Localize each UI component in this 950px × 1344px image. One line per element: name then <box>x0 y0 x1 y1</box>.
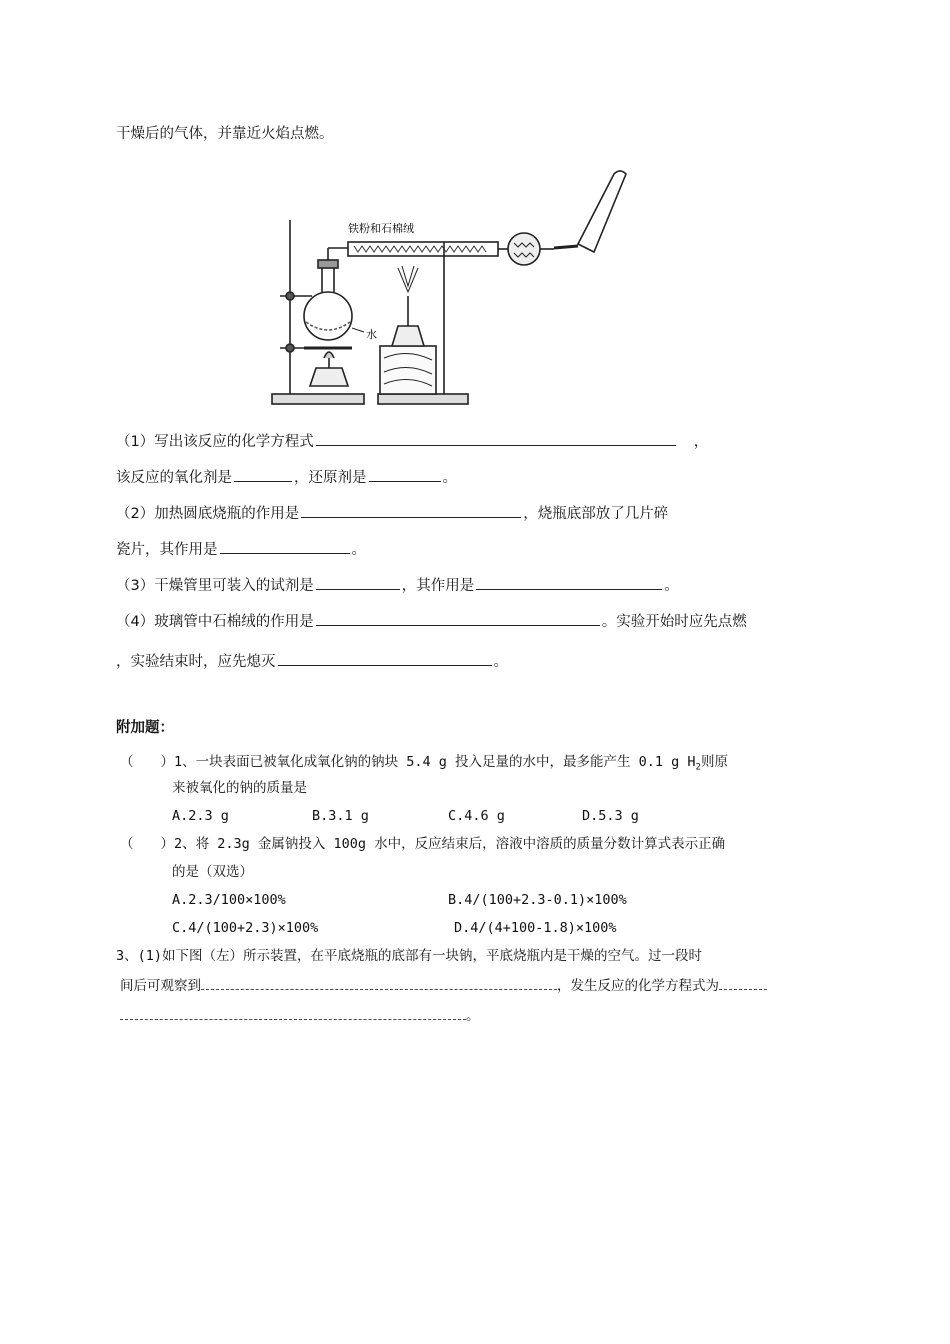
extra-p3-line1: 3、(1)如下图（左）所示装置，在平底烧瓶的底部有一块钠，平底烧瓶内是干燥的空气。过一段时 <box>116 948 703 964</box>
q2-line1: （2）加热圆底烧瓶的作用是 ，烧瓶底部放了几片碎 <box>116 502 668 524</box>
figure-water-label: 水 <box>366 328 377 341</box>
extra-p2-option-c: C.4/(100+2.3)×100% <box>172 920 319 936</box>
q3-reagent-blank[interactable] <box>316 574 400 590</box>
intro-text: 干燥后的气体，并靠近火焰点燃。 <box>116 126 334 142</box>
q2-chips-blank[interactable] <box>220 538 350 554</box>
extra-p3-equation-blank[interactable] <box>120 1004 466 1020</box>
extra-p2-option-a: A.2.3/100×100% <box>172 892 286 908</box>
extra-p2-line1: （ ）2、将 2.3g 金属钠投入 100g 水中，反应结束后，溶液中溶质的质量分数计算式表示正确 <box>120 836 726 852</box>
q1-equation-blank[interactable] <box>316 430 676 446</box>
q1-oxidant-blank[interactable] <box>234 466 292 482</box>
extra-heading: 附加题： <box>116 720 174 736</box>
q1-line2: 该反应的氧化剂是 ，还原剂是 。 <box>116 466 457 488</box>
q1-line1: （1）写出该反应的化学方程式 ， <box>116 430 708 452</box>
extra-p3-observe-blank[interactable] <box>201 974 557 990</box>
q1-reductant-blank[interactable] <box>369 466 441 482</box>
extra-p1-option-b: B.3.1 g <box>312 808 369 824</box>
extra-p2-option-b: B.4/(100+2.3-0.1)×100% <box>448 892 627 908</box>
extra-p3-line2: 间后可观察到 ，发生反应的化学方程式为 <box>120 974 767 996</box>
extra-p1-option-d: D.5.3 g <box>582 808 639 824</box>
extra-p1-line1: （ ）1、一块表面已被氧化成氧化钠的钠块 5.4 g 投入足量的水中，最多能产生 0.1 g $H_2$则原 <box>120 754 728 773</box>
q2-line2: 瓷片，其作用是 。 <box>116 538 366 560</box>
extra-p2-option-d: D.4/(4+100-1.8)×100% <box>454 920 617 936</box>
extra-p1-option-c: C.4.6 g <box>448 808 505 824</box>
extra-p3-line3: 。 <box>120 1004 480 1026</box>
extra-p1-option-a: A.2.3 g <box>172 808 229 824</box>
q4-asbestos-blank[interactable] <box>316 610 600 626</box>
q4-line2: ，实验结束时，应先熄灭 。 <box>116 650 508 672</box>
q4-extinguish-blank[interactable] <box>278 650 492 666</box>
figure-tube-label: 铁粉和石棉绒 <box>348 222 414 235</box>
extra-p1-line2: 来被氧化的钠的质量是 <box>172 780 307 796</box>
q3-line: （3）干燥管里可装入的试剂是 ，其作用是 。 <box>116 574 679 596</box>
q2-heating-blank[interactable] <box>301 502 521 518</box>
extra-p2-line2: 的是（双选） <box>172 864 253 880</box>
q3-purpose-blank[interactable] <box>476 574 662 590</box>
apparatus-diagram <box>268 168 644 408</box>
extra-p3-equation-blank-start[interactable] <box>719 974 767 990</box>
q4-line1: （4）玻璃管中石棉绒的作用是 。实验开始时应先点燃 <box>116 610 747 632</box>
